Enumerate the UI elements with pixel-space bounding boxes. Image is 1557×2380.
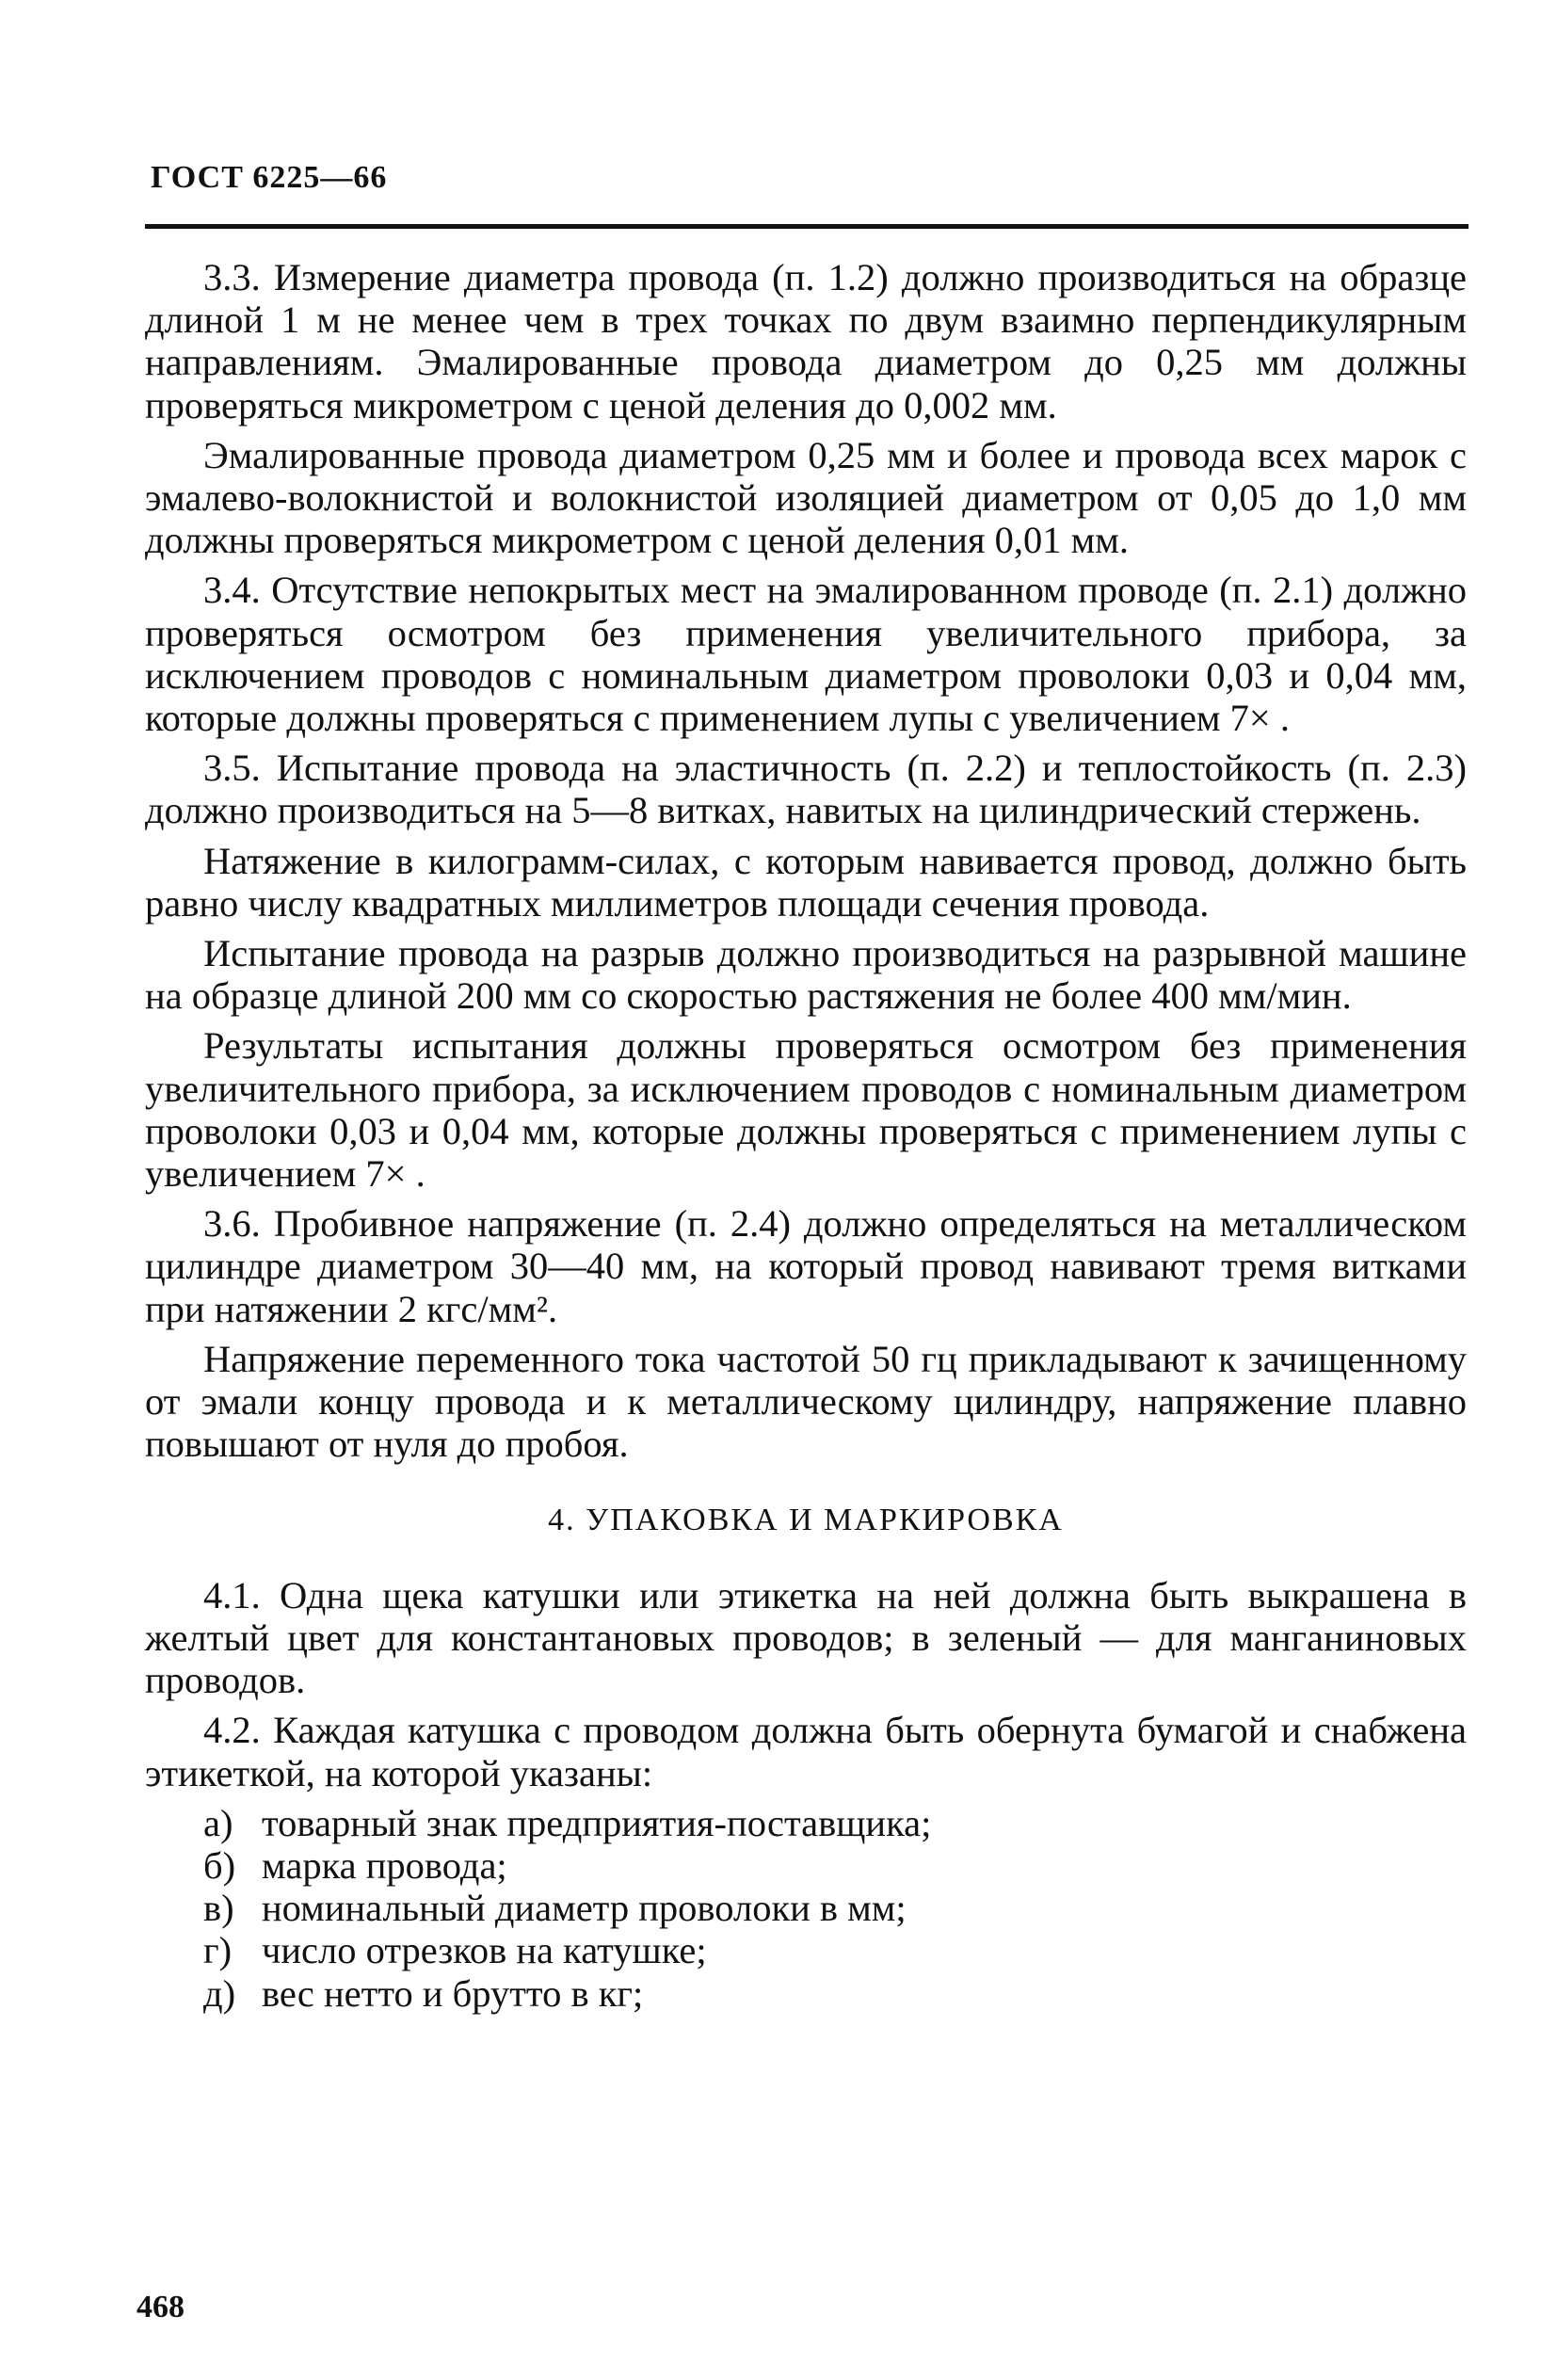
paragraph-3-5-results: Результаты испытания должны проверяться осмотром без применения увеличительного прибора, за исключением проводов с номинальным диаметром проволоки 0,03 и 0,04 мм, которые должны проверяться с применением лупы с увеличением 7× . — [145, 1024, 1467, 1196]
paragraph-3-6: 3.6. Пробивное напряжение (п. 2.4) должно определяться на металлическом цилиндре диаметром 30—40 мм, на который провод навивают тремя витками при натяжении 2 кгс/мм². — [145, 1202, 1467, 1330]
list-item — [145, 1887, 1467, 1929]
list-marker: в) — [203, 1887, 234, 1930]
header-rule — [145, 224, 1469, 229]
list-marker: г) — [203, 1929, 233, 1972]
paragraph-4-1: 4.1. Одна щека катушки или этикетка на ней должна быть выкрашена в желтый цвет для константановых проводов; в зеленый — для манганиновых проводов. — [145, 1573, 1467, 1702]
document-header: ГОСТ 6225—66 — [151, 160, 388, 195]
page-number: 468 — [136, 2290, 185, 2324]
list-item-text: вес нетто и брутто в кг; — [262, 1971, 644, 2015]
paragraph-3-6-voltage: Напряжение переменного тока частотой 50 гц прикладывают к зачищенному от эмали концу провода и к металлическому цилиндру, напряжение плавно повышают от нуля до пробоя. — [145, 1337, 1467, 1466]
paragraph-4-2: 4.2. Каждая катушка с проводом должна быть обернута бумагой и снабжена этикеткой, на которой указаны: — [145, 1709, 1467, 1794]
list-item-text: товарный знак предприятия-поставщика; — [262, 1801, 932, 1844]
paragraph-3-5: 3.5. Испытание провода на эластичность (п. 2.2) и теплостойкость (п. 2.3) должно производиться на 5—8 витках, навитых на цилиндрический стержень. — [145, 747, 1467, 832]
paragraph-3-4: 3.4. Отсутствие непокрытых мест на эмалированном проводе (п. 2.1) должно проверяться осмотром без применения увеличительного прибора, за исключением проводов с номинальным диаметром проволоки 0,03 и 0,04 мм, которые должны проверяться с применением лупы с увеличением 7× . — [145, 569, 1467, 740]
list-marker: а) — [203, 1801, 233, 1844]
list-item — [145, 1929, 1467, 1971]
label-items-list — [145, 1802, 1467, 2015]
list-item — [145, 1972, 1467, 2015]
paragraph-3-3: 3.3. Измерение диаметра провода (п. 1.2) должно производиться на образце длиной 1 м не менее чем в трех точках по двум взаимно перпендикулярным направлениям. Эмалированные провода диаметром до 0,25 мм должны проверяться микрометром с ценой деления до 0,002 мм. — [145, 256, 1467, 426]
list-item-text: марка провода; — [262, 1843, 507, 1887]
list-marker: д) — [203, 1971, 236, 2015]
paragraph-3-3-continued: Эмалированные провода диаметром 0,25 мм и более и провода всех марок с эмалево-волокнистой и волокнистой изоляцией диаметром от 0,05 до 1,0 мм должны проверяться микрометром с ценой деления 0,01 мм. — [145, 433, 1467, 562]
body-text — [145, 256, 1467, 2015]
paragraph-3-5-tension: Натяжение в килограмм-силах, с которым навивается провод, должно быть равно числу квадратных миллиметров площади сечения провода. — [145, 839, 1467, 925]
list-item-text: номинальный диаметр проволоки в мм; — [262, 1887, 907, 1930]
list-item-text: число отрезков на катушке; — [262, 1929, 707, 1972]
list-marker: б) — [203, 1843, 236, 1887]
section-4-title: 4. УПАКОВКА И МАРКИРОВКА — [548, 1503, 1064, 1538]
list-item — [145, 1802, 1467, 1844]
list-item — [145, 1844, 1467, 1887]
paragraph-3-5-rupture: Испытание провода на разрыв должно производиться на разрывной машине на образце длиной 200 мм со скоростью растяжения не более 400 мм/мин. — [145, 932, 1467, 1018]
